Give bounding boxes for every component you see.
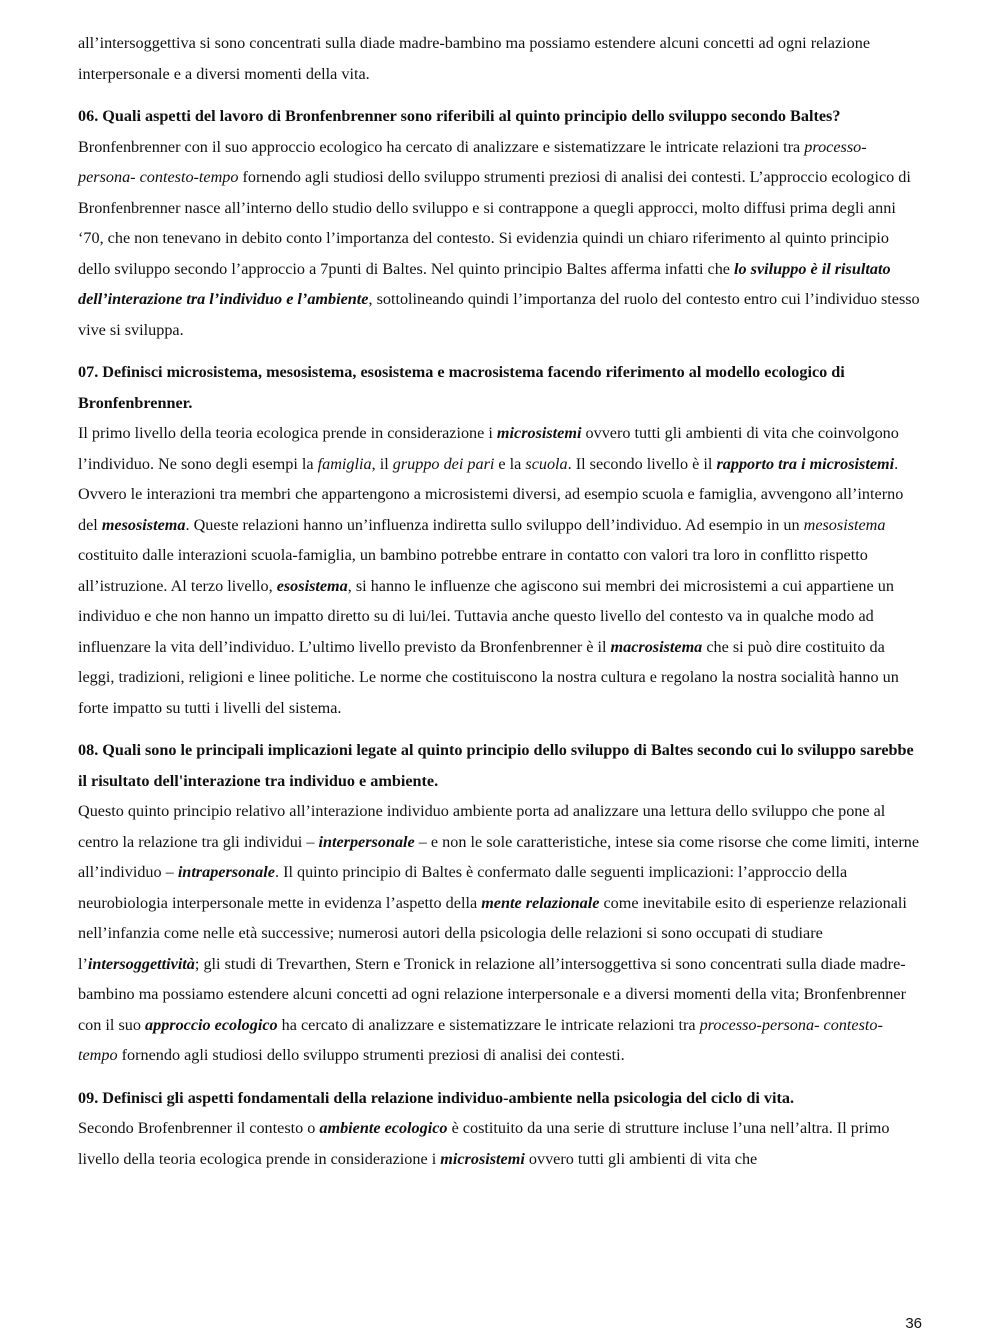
text-run: , il	[371, 454, 393, 473]
question-08-section	[78, 735, 922, 1071]
bold-italic-term: approccio ecologico	[145, 1015, 278, 1034]
bold-italic-term: microsistemi	[496, 424, 582, 442]
italic-term: processo-persona- contesto-tempo	[78, 1015, 883, 1064]
answer-09-paragraph	[78, 1113, 922, 1174]
text-run: ovvero tutti gli ambienti di vita che coinvolgono l’individuo. Ne sono degli esempi la	[78, 424, 899, 473]
text-run: fornendo agli studiosi dello sviluppo strumenti preziosi di analisi dei contesti. L’approccio ecologico di Bronfenbrenner nasce all’interno dello studio dello sviluppo e si contrappone a quegli approcci, molto diffusi prima degli anni ‘70, che non tenevano in debito conto l’importanza del contesto. Si evidenzia quindi un chiaro riferimento al quinto principio dello sviluppo secondo l’approccio a 7punti di Baltes. Nel quinto principio Baltes afferma infatti che	[78, 168, 911, 278]
text-run: è costituito da una serie di strutture incluse l’una nell’altra. Il primo livello della teoria ecologica prende in considerazione i	[78, 1119, 890, 1168]
italic-term: scuola	[525, 454, 568, 473]
text-run: ha cercato di analizzare e sistematizzare le intricate relazioni tra	[277, 1015, 700, 1034]
question-08-heading: 08. Quali sono le principali implicazioni legate al quinto principio dello sviluppo di Baltes secondo cui lo sviluppo sarebbe il risultato dell'interazione tra individuo e ambiente.	[78, 741, 914, 790]
question-07-section	[78, 357, 922, 723]
bold-italic-term: esosistema	[276, 576, 348, 595]
italic-term: mesosistema	[803, 515, 886, 534]
text-run: , sottolineando quindi l’importanza del ruolo del contesto entro cui l’individuo stesso vive si sviluppa.	[78, 290, 920, 339]
italic-term: famiglia	[317, 454, 372, 473]
text-run: ovvero tutti gli ambienti di vita che	[524, 1149, 758, 1168]
question-06-section	[78, 101, 922, 345]
bold-italic-term: rapporto tra i microsistemi	[716, 454, 895, 473]
question-07-heading: 07. Definisci microsistema, mesosistema, esosistema e macrosistema facendo riferimento al modello ecologico di Bronfenbrenner.	[78, 363, 845, 412]
text-run: – e non le sole caratteristiche, intese sia come risorse che come limiti, interne all’individuo –	[78, 832, 920, 881]
bold-italic-term: intrapersonale	[177, 863, 275, 881]
page-number: 36	[905, 1315, 922, 1332]
text-run: . Queste relazioni hanno un’influenza indiretta sullo sviluppo dell’individuo. Ad esempio in un	[185, 515, 804, 534]
question-09-heading: 09. Definisci gli aspetti fondamentali della relazione individuo-ambiente nella psicologia del ciclo di vita.	[78, 1088, 794, 1107]
bold-italic-term: macrosistema	[610, 637, 703, 656]
text-run: e la	[494, 454, 526, 473]
bold-italic-term: microsistemi	[440, 1149, 525, 1168]
text-run: Il primo livello della teoria ecologica prende in considerazione i	[78, 424, 497, 442]
text-run: . Il quinto principio di Baltes è confermato dalle seguenti implicazioni: l’approccio della neurobiologia interpersonale mette in evidenza l’aspetto della	[78, 863, 848, 912]
text-run: fornendo agli studiosi dello sviluppo strumenti preziosi di analisi dei contesti.	[117, 1046, 625, 1064]
text-run: . Ovvero le interazioni tra membri che appartengono a microsistemi diversi, ad esempio scuola e famiglia, avvengono all’interno del	[78, 454, 904, 534]
text-run: , si hanno le influenze che agiscono sui membri dei microsistemi a cui appartiene un individuo e che non hanno un impatto diretto su di lui/lei. Tuttavia anche questo livello del contesto va in qualche modo ad influenzare la vita dell’individuo. L’ultimo livello previsto da Bronfenbrenner è il	[78, 576, 894, 656]
text-run: costituito dalle interazioni scuola-famiglia, un bambino potrebbe entrare in contatto con valori tra loro in conflitto rispetto all’istruzione. Al terzo livello,	[78, 546, 868, 595]
bold-italic-term: ambiente ecologico	[319, 1119, 448, 1137]
text-run: Questo quinto principio relativo all’interazione individuo ambiente porta ad analizzare una lettura dello sviluppo che pone al centro la relazione tra gli individui –	[78, 802, 886, 851]
italic-term: processo-persona- contesto-tempo	[78, 137, 867, 186]
bold-italic-term: lo sviluppo è il risultato dell’interazione tra l’individuo e l’ambiente	[78, 259, 891, 308]
text-run: . Il secondo livello è il	[567, 454, 717, 473]
bold-italic-term: intersoggettività	[87, 954, 195, 973]
bold-italic-term: interpersonale	[318, 832, 415, 851]
bold-italic-term: mente relazionale	[481, 893, 600, 912]
question-06-heading: 06. Quali aspetti del lavoro di Bronfenbrenner sono riferibili al quinto principio dello sviluppo secondo Baltes?	[78, 107, 841, 125]
text-run: Secondo Brofenbrenner il contesto o	[78, 1119, 320, 1137]
text-run: ; gli studi di Trevarthen, Stern e Tronick in relazione all’intersoggettiva si sono concentrati sulla diade madre-bambino ma possiamo estendere alcuni concetti ad ogni relazione interpersonale e a diversi momenti della vita; Bronfenbrenner con il suo	[78, 954, 906, 1034]
intro-section	[78, 28, 922, 89]
bold-italic-term: mesosistema	[101, 515, 186, 534]
answer-08-paragraph	[78, 796, 922, 1071]
question-09-section	[78, 1083, 922, 1175]
answer-07-paragraph	[78, 418, 922, 723]
intro-paragraph	[78, 28, 922, 89]
text-run: Bronfenbrenner con il suo approccio ecologico ha cercato di analizzare e sistematizzare le intricate relazioni tra	[78, 137, 805, 156]
text-run: che si può dire costituito da leggi, tradizioni, religioni e linee politiche. Le norme che costituiscono la nostra cultura e regolano la nostra socialità hanno un forte impatto su tutti i livelli del sistema.	[78, 637, 899, 717]
text-run: all’intersoggettiva si sono concentrati sulla diade madre-bambino ma possiamo estendere alcuni concetti ad ogni relazione interpersonale e a diversi momenti della vita.	[78, 34, 871, 83]
text-run: come inevitabile esito di esperienze relazionali nell’infanzia come nelle età successive; numerosi autori della psicologia delle relazioni si sono occupati di studiare l’	[78, 893, 907, 973]
italic-term: gruppo dei pari	[392, 454, 495, 473]
answer-06-paragraph	[78, 132, 922, 346]
